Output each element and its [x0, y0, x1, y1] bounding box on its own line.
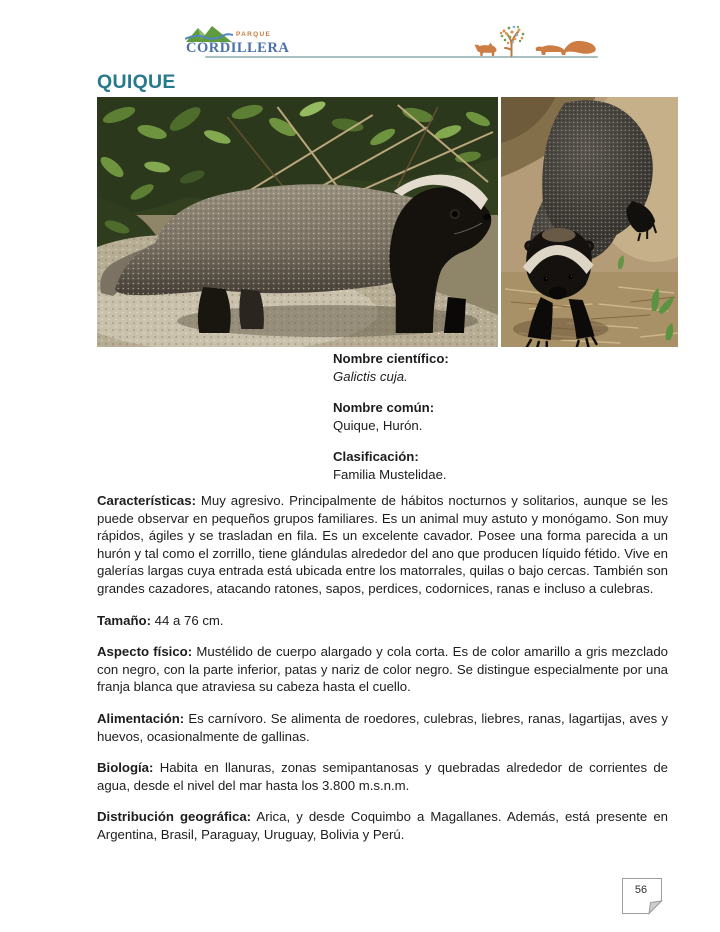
quique-photo-front — [501, 97, 678, 347]
page-title: QUIQUE — [97, 71, 176, 93]
scientific-name-label: Nombre científico: — [333, 351, 449, 366]
squirrel-icon — [534, 39, 598, 57]
description-sections — [97, 492, 668, 858]
section-alimentacion — [97, 710, 668, 745]
common-name-group — [333, 399, 449, 435]
classification-group — [333, 448, 449, 484]
section-tamano — [97, 612, 668, 630]
common-name-value: Quique, Hurón. — [333, 418, 423, 433]
section-label: Tamaño: — [97, 612, 151, 628]
section-label: Aspecto físico: — [97, 644, 193, 660]
page-number: 56 — [634, 884, 648, 896]
tree-icon — [498, 25, 526, 57]
section-label: Características: — [97, 493, 196, 508]
classification-label: Clasificación: — [333, 449, 419, 464]
section-text: Arica, y desde Coquimbo a Magallanes. Además, está presente en Argentina, Brasil, Paraguay, Uruguay, Bolivia y Perú. — [97, 809, 668, 842]
section-label: Biología: — [97, 760, 154, 776]
scientific-name-group — [333, 350, 449, 386]
logo-cordillera-text: CORDILLERA — [186, 40, 290, 56]
section-distribucion — [97, 808, 668, 843]
classification-value: Familia Mustelidae. — [333, 467, 447, 482]
common-name-label: Nombre común: — [333, 400, 435, 415]
section-text: 44 a 76 cm. — [154, 612, 224, 628]
section-text: Es carnívoro. Se alimenta de roedores, culebras, liebres, ranas, lagartijas, aves y huevos, ocasionalmente de gallinas. — [97, 710, 668, 744]
species-info-block — [333, 350, 449, 497]
logo-parque-text: PARQUE — [236, 31, 272, 38]
quique-photo-side — [97, 97, 498, 347]
section-biologia — [97, 759, 668, 794]
section-text: Habita en llanuras, zonas semipantanosas y quebradas alrededor de corrientes de agua, desde el nivel del mar hasta los 3.800 m.s.n.m. — [97, 760, 668, 793]
section-label: Distribución geográfica: — [97, 809, 252, 825]
section-caracteristicas — [97, 492, 668, 598]
fox-icon — [474, 42, 499, 57]
page-number-note-icon — [621, 877, 663, 915]
tree-leaves — [500, 26, 525, 45]
scientific-name-value: Galictis cuja. — [333, 369, 408, 384]
section-text: Muy agresivo. Principalmente de hábitos nocturnos y solitarios, aunque se les puede observar en pequeños grupos familiares. Es un animal muy astuto y monógamo. Son muy rápidos, ágiles y se trasladan en fila. Es un excelente cavador. Posee una forma parecida a un hurón y tal como el zorrillo, tiene glándulas alrededor del ano que producen líquido fétido. Vive en galerías largas cuya entrada está ubicada entre los matorrales, quilas o bajo cercas. También son grandes cazadores, atacando ratones, sapos, perdices, codornices, ranas e incluso a culebras. — [97, 493, 668, 596]
section-label: Alimentación: — [97, 710, 185, 726]
section-aspecto-fisico — [97, 643, 668, 696]
section-text: Mustélido de cuerpo alargado y cola corta. Es de color amarillo a gris mezclado con negro, con la parte inferior, patas y nariz de color negro. Se distingue especialmente por una franja blanca que atraviesa su cabeza hasta el cuello. — [97, 644, 669, 695]
